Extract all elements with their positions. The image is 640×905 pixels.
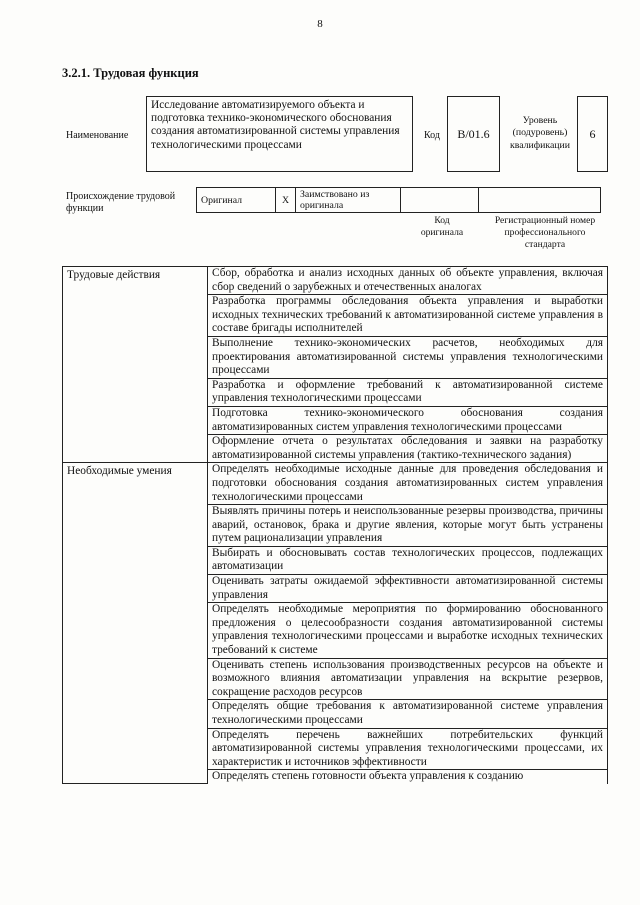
list-item: Подготовка технико-экономического обоснования создания автоматизированных систем управления технологическими процессами xyxy=(208,406,608,434)
list-item: Оформление отчета о результатах обследования и заявки на разработку автоматизированной системы управления (тактико-технического задания) xyxy=(208,435,608,463)
table-row xyxy=(63,463,608,505)
code-original-label: Код оригинала xyxy=(420,215,464,238)
list-item: Определять перечень важнейших потребительских функций автоматизированной системы управления технологическими процессами, их характеристик и источников эффективности xyxy=(208,728,608,770)
section-heading: Необходимые умения xyxy=(63,463,208,784)
list-item: Выполнение технико-экономических расчетов, необходимых для проектирования автоматизированной системы управления технологическими процессами xyxy=(208,336,608,378)
function-code-box: B/01.6 xyxy=(447,96,500,172)
name-label: Наименование xyxy=(66,130,129,141)
qualification-level-label: Уровень (подуровень) квалификации xyxy=(509,115,571,151)
list-item: Выявлять причины потерь и неиспользованные резервы производства, причины аварий, остановок, брака и другие явления, которые могут быть устранены путем рационализации управления xyxy=(208,505,608,547)
page-number: 8 xyxy=(317,18,323,30)
table-row xyxy=(63,267,608,295)
list-item: Оценивать затраты ожидаемой эффективности автоматизированной системы управления xyxy=(208,575,608,603)
reg-number-label: Регистрационный номер профессионального стандарта xyxy=(494,215,596,250)
origin-borrowed-cell: Заимствовано из оригинала xyxy=(296,188,401,213)
origin-original-cell: Оригинал xyxy=(197,188,276,213)
origin-reg-cell xyxy=(479,188,601,213)
list-item: Определять необходимые мероприятия по формированию обоснованного предложения о целесообразности создания автоматизированной системы управления технологическими процессами и выработке исходных технических требований к системе xyxy=(208,603,608,658)
list-item: Определять степень готовности объекта управления к созданию xyxy=(208,770,608,784)
code-label: Код xyxy=(424,130,440,141)
function-details-table xyxy=(62,266,608,784)
list-item: Оценивать степень использования производственных ресурсов на объекте и возможного влияния автоматизации управления на вскрытие резервов, сокращение расходов ресурсов xyxy=(208,658,608,700)
list-item: Разработка программы обследования объекта управления и выработки исходных технических требований к автоматизированной системе управления в составе бригады исполнителей xyxy=(208,295,608,337)
qualification-level-box: 6 xyxy=(577,96,608,172)
function-name-box: Исследование автоматизируемого объекта и подготовка технико-экономического обоснования создания автоматизированной системы управления технологическими процессами xyxy=(146,96,413,172)
origin-mark-cell: X xyxy=(276,188,296,213)
list-item: Разработка и оформление требований к автоматизированной системе управления технологическими процессами xyxy=(208,378,608,406)
section-title: 3.2.1. Трудовая функция xyxy=(62,66,199,80)
list-item: Выбирать и обосновывать состав технологических процессов, подлежащих автоматизации xyxy=(208,546,608,574)
section-heading: Трудовые действия xyxy=(63,267,208,463)
list-item: Определять общие требования к автоматизированной системе управления технологическими процессами xyxy=(208,700,608,728)
origin-label: Происхождение трудовой функции xyxy=(66,191,176,214)
origin-code-cell xyxy=(401,188,479,213)
list-item: Сбор, обработка и анализ исходных данных об объекте управления, включая сбор сведений о зарубежных и отечественных аналогах xyxy=(208,267,608,295)
list-item: Определять необходимые исходные данные для проведения обследования и подготовки обоснования создания автоматизированных систем управления технологическими процессами xyxy=(208,463,608,505)
origin-table xyxy=(196,187,601,213)
